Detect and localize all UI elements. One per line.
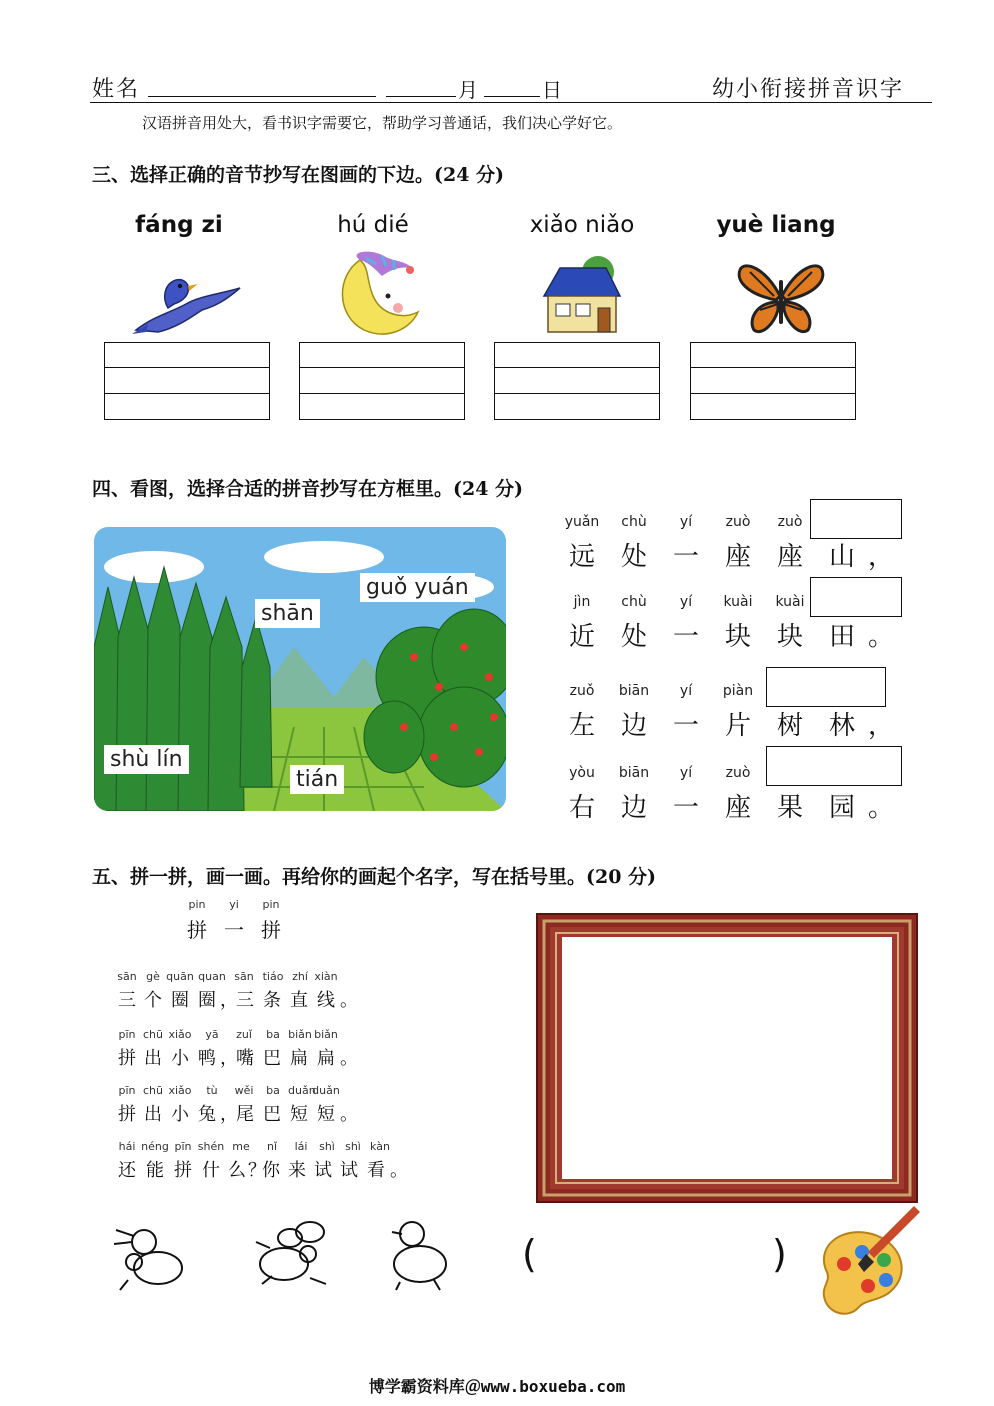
hanzi-char: 么 (228, 1160, 246, 1181)
motto: 汉语拼音用处大，看书识字需要它，帮助学习普通话，我们决心学好它。 (142, 114, 623, 132)
pinyin-syllable: zuò (725, 514, 751, 530)
hanzi-char: 左 (568, 711, 595, 741)
pinyin-syllable: xiǎo (168, 1084, 192, 1097)
hanzi-char: 短 (290, 1104, 308, 1125)
hanzi-char: 远 (568, 542, 595, 572)
answer-box-1[interactable] (104, 342, 270, 420)
month-blank[interactable] (386, 96, 456, 97)
pinyin-syllable: zuǒ (569, 683, 595, 699)
pinyin-syllable: gè (146, 970, 160, 983)
hanzi-char: 一 (672, 542, 699, 572)
pinyin-syllable: yi (229, 898, 239, 911)
hanzi-char: 树 (776, 711, 803, 741)
pinyin-syllable: yí (679, 683, 693, 699)
hanzi-char: 一 (224, 918, 244, 942)
hanzi-char: 拼 (261, 918, 281, 942)
scene-label-tian: tián (290, 765, 344, 794)
hanzi-char: 尾 (236, 1104, 254, 1125)
pinyin-syllable: kuài (723, 594, 753, 610)
hanzi-char: 处 (620, 542, 647, 572)
scene-label-shan: shān (255, 599, 320, 628)
pinyin-syllable: quan (198, 970, 226, 983)
hanzi-char: 一 (672, 711, 699, 741)
hanzi-char: 扁 (317, 1048, 335, 1069)
pinyin-syllable: zuǐ (236, 1028, 252, 1041)
punctuation: 。 (868, 622, 895, 652)
butterfly-illustration (736, 260, 826, 336)
answer-box-3[interactable] (494, 342, 660, 420)
hanzi-char: 边 (620, 711, 647, 741)
poem-line4-pinyin (114, 1140, 394, 1153)
pinyin-syllable: xiǎo (168, 1028, 192, 1041)
hanzi-char: 林 (828, 711, 855, 741)
section4-heading: 四、看图，选择合适的拼音抄写在方框里。(24 分) (92, 478, 524, 500)
line1-hanzi (556, 536, 895, 573)
hanzi-char: 鸭 (198, 1048, 216, 1069)
pinyin-syllable: duǎn (312, 1084, 340, 1097)
line1-pinyin (556, 514, 816, 530)
pinyin-syllable: chū (143, 1084, 163, 1097)
punctuation: ， (868, 542, 895, 572)
scene-label-guoyuan: guǒ yuán (360, 573, 475, 602)
hanzi-char: 拼 (174, 1160, 192, 1181)
pinyin-syllable: pīn (174, 1140, 192, 1153)
punctuation: 。 (340, 1104, 358, 1125)
pinyin-syllable: wěi (234, 1084, 254, 1097)
header-rule (90, 102, 932, 103)
name-bracket-open: ( (522, 1232, 537, 1276)
pinyin-syllable: piàn (722, 683, 754, 699)
word-pinyin-1: fáng zi (135, 212, 223, 238)
hanzi-char: 座 (724, 793, 751, 823)
landscape-scene (94, 527, 506, 811)
punctuation: ， (220, 1104, 238, 1125)
pinyin-syllable: pīn (118, 1084, 136, 1097)
pinyin-syllable: yā (205, 1028, 219, 1041)
pinyin-syllable: ba (266, 1028, 280, 1041)
pinyin-syllable: chū (143, 1028, 163, 1041)
poem-line3-hanzi (114, 1100, 358, 1126)
hanzi-char: 拼 (118, 1104, 136, 1125)
hanzi-char: 巴 (263, 1104, 281, 1125)
pinyin-syllable: yí (679, 514, 693, 530)
section3-heading: 三、选择正确的音节抄写在图画的下边。(24 分) (92, 164, 505, 186)
worksheet-title: 幼小衔接拼音识字 (712, 77, 905, 102)
hanzi-char: 边 (620, 793, 647, 823)
paint-palette-icon (806, 1200, 926, 1320)
answer-box-4[interactable] (690, 342, 856, 420)
pinyin-syllable: kuài (775, 594, 805, 610)
hanzi-char: 小 (171, 1104, 189, 1125)
poem-title (182, 914, 286, 943)
rabbit-sketch (250, 1218, 330, 1290)
poem-line1-hanzi (114, 986, 358, 1012)
hanzi-char: 巴 (263, 1048, 281, 1069)
pinyin-syllable: néng (141, 1140, 169, 1153)
punctuation: 。 (340, 990, 358, 1011)
pinyin-syllable: sān (117, 970, 137, 983)
pinyin-syllable: shì (319, 1140, 335, 1153)
footer-source: 博学霸资料库＠www.boxueba.com (368, 1377, 626, 1396)
hanzi-char: 条 (263, 990, 281, 1011)
hanzi-char: 线 (317, 990, 335, 1011)
moon-illustration (330, 250, 426, 340)
line4-hanzi (556, 787, 895, 824)
pinyin-syllable: yuǎn (564, 514, 600, 530)
pinyin-syllable: zuò (777, 514, 803, 530)
hanzi-char: 拼 (118, 1048, 136, 1069)
poem-line2-pinyin (114, 1028, 340, 1041)
pinyin-syllable: chù (621, 514, 647, 530)
hanzi-char: 小 (171, 1048, 189, 1069)
answer-box-line1[interactable] (810, 499, 902, 539)
hanzi-char: 圈 (198, 990, 216, 1011)
hanzi-char: 座 (724, 542, 751, 572)
pinyin-syllable: zuò (725, 765, 751, 781)
answer-box-line4[interactable] (766, 746, 902, 786)
hanzi-char: 来 (288, 1160, 306, 1181)
hanzi-char: 片 (724, 711, 751, 741)
pinyin-syllable: shén (197, 1140, 225, 1153)
hanzi-char: 右 (568, 793, 595, 823)
pinyin-syllable: yí (679, 765, 693, 781)
pinyin-syllable: pin (188, 898, 206, 911)
hanzi-char: 山 (828, 542, 855, 572)
hanzi-char: 一 (672, 793, 699, 823)
chick-sketch (390, 1218, 460, 1292)
hanzi-char: 园 (828, 793, 855, 823)
house-illustration (540, 254, 624, 336)
pinyin-syllable: nǐ (266, 1140, 278, 1153)
name-bracket-close: ) (772, 1232, 787, 1276)
pinyin-syllable: pin (262, 898, 280, 911)
hanzi-char: 试 (314, 1160, 332, 1181)
hanzi-char: 块 (776, 622, 803, 652)
drawing-canvas[interactable] (562, 937, 892, 1179)
pinyin-syllable: yí (679, 594, 693, 610)
hanzi-char: 三 (236, 990, 254, 1011)
pinyin-syllable: zhí (292, 970, 308, 983)
answer-box-2[interactable] (299, 342, 465, 420)
hanzi-char: 处 (620, 622, 647, 652)
hanzi-char: 还 (118, 1160, 136, 1181)
hanzi-char: 近 (568, 622, 595, 652)
punctuation: ？ (248, 1160, 266, 1181)
duck-sketch (112, 1222, 192, 1292)
hanzi-char: 能 (146, 1160, 164, 1181)
line4-pinyin (556, 765, 764, 781)
hanzi-char: 看 (367, 1160, 385, 1181)
hanzi-char: 扁 (290, 1048, 308, 1069)
section5-heading: 五、拼一拼，画一画。再给你的画起个名字，写在括号里。(20 分) (92, 866, 657, 888)
pinyin-syllable: biǎn (314, 1028, 338, 1041)
pinyin-syllable: sān (234, 970, 254, 983)
pinyin-syllable: hái (118, 1140, 136, 1153)
punctuation: ， (220, 990, 238, 1011)
hanzi-char: 直 (290, 990, 308, 1011)
poem-title-pinyin (182, 898, 286, 911)
pinyin-syllable: chù (621, 594, 647, 610)
name-label: 姓名 (92, 77, 141, 102)
hanzi-char: 座 (776, 542, 803, 572)
day-blank[interactable] (484, 96, 540, 97)
punctuation: ， (220, 1048, 238, 1069)
line3-pinyin (556, 683, 764, 699)
month-label: 月 (458, 78, 480, 102)
pinyin-syllable: kàn (370, 1140, 390, 1153)
pinyin-syllable: shì (345, 1140, 361, 1153)
pinyin-syllable: jìn (573, 594, 591, 610)
hanzi-char: 试 (340, 1160, 358, 1181)
pinyin-syllable: tiáo (262, 970, 284, 983)
hanzi-char: 拼 (187, 918, 207, 942)
drawing-frame (536, 913, 918, 1203)
hanzi-char: 嘴 (236, 1048, 254, 1069)
day-label: 日 (542, 78, 564, 102)
pinyin-syllable: duǎn (288, 1084, 316, 1097)
answer-box-line2[interactable] (810, 577, 902, 617)
hanzi-char: 圈 (171, 990, 189, 1011)
hanzi-char: 三 (118, 990, 136, 1011)
pinyin-syllable: ba (266, 1084, 280, 1097)
pinyin-syllable: biān (618, 683, 650, 699)
hanzi-char: 什 (202, 1160, 220, 1181)
pinyin-syllable: pīn (118, 1028, 136, 1041)
word-pinyin-4: yuè liang (716, 212, 836, 238)
line2-hanzi (556, 616, 895, 653)
hanzi-char: 出 (144, 1104, 162, 1125)
word-pinyin-2: hú dié (337, 212, 409, 238)
pinyin-syllable: tù (206, 1084, 218, 1097)
poem-line4-hanzi (114, 1156, 408, 1182)
hanzi-char: 块 (724, 622, 751, 652)
scene-label-shulin: shù lín (104, 745, 189, 774)
hanzi-char: 一 (672, 622, 699, 652)
pinyin-syllable: quān (166, 970, 194, 983)
pinyin-syllable: yòu (569, 765, 595, 781)
hanzi-char: 短 (317, 1104, 335, 1125)
hanzi-char: 个 (144, 990, 162, 1011)
pinyin-syllable: me (232, 1140, 250, 1153)
hanzi-char: 田 (828, 622, 855, 652)
pinyin-syllable: biǎn (288, 1028, 312, 1041)
punctuation: 。 (340, 1048, 358, 1069)
pinyin-syllable: xiàn (314, 970, 338, 983)
punctuation: 。 (868, 793, 895, 823)
hanzi-char: 兔 (198, 1104, 216, 1125)
word-pinyin-3: xiǎo niǎo (529, 212, 635, 238)
punctuation: ， (868, 711, 895, 741)
hanzi-char: 出 (144, 1048, 162, 1069)
hanzi-char: 你 (262, 1160, 280, 1181)
line2-pinyin (556, 594, 816, 610)
pinyin-syllable: lái (294, 1140, 308, 1153)
poem-line3-pinyin (114, 1084, 340, 1097)
bird-illustration (128, 268, 244, 338)
pinyin-syllable: biān (618, 765, 650, 781)
answer-box-line3[interactable] (766, 667, 886, 707)
drawing-name-field[interactable] (560, 1238, 760, 1278)
poem-line2-hanzi (114, 1044, 358, 1070)
punctuation: 。 (390, 1160, 408, 1181)
name-blank[interactable] (148, 96, 376, 97)
poem-line1-pinyin (114, 970, 340, 983)
hanzi-char: 果 (776, 793, 803, 823)
line3-hanzi (556, 705, 895, 742)
